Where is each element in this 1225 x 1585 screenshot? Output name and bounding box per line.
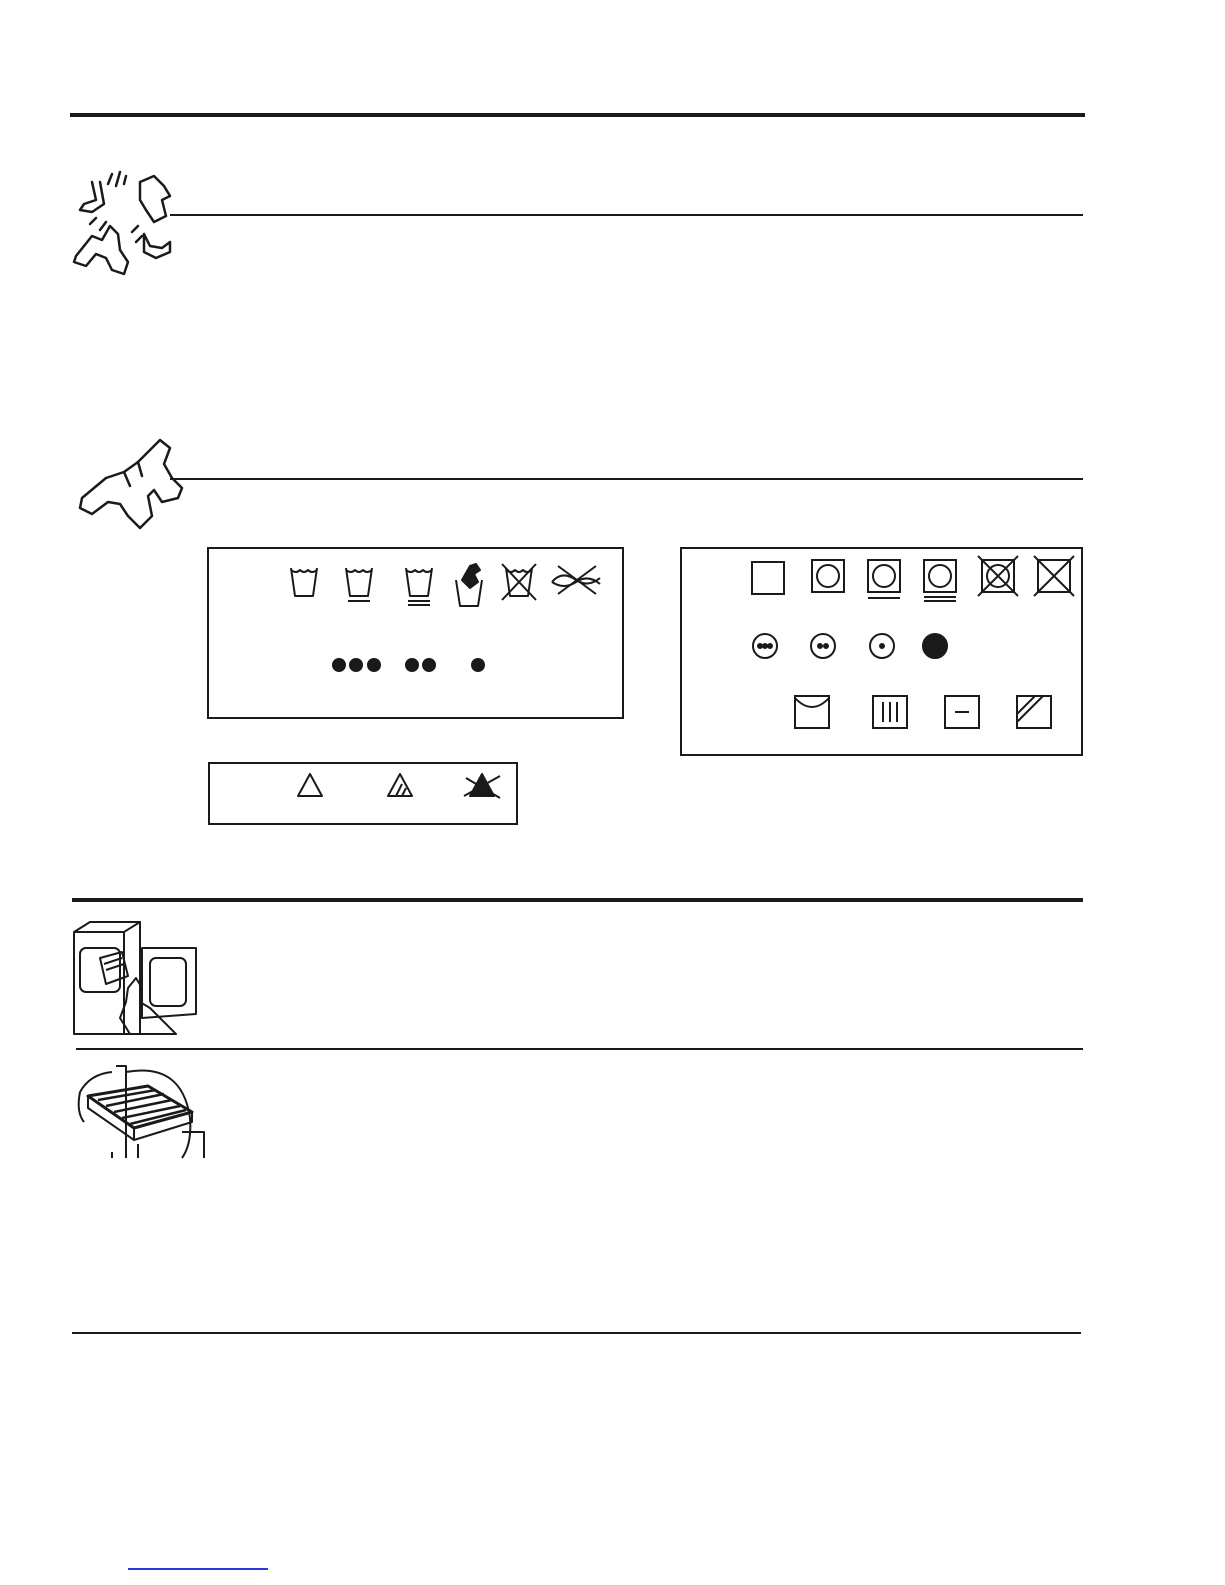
footer-link-underline[interactable] [128, 1568, 268, 1570]
drip-dry-icon [873, 696, 907, 728]
heat-high-icon [753, 634, 777, 658]
top-rule [70, 113, 1085, 117]
line-dry-icon [795, 696, 829, 728]
dot-cold-1 [471, 658, 485, 672]
tumbling-clothes-icon [66, 170, 196, 280]
heat-medium-icon [811, 634, 835, 658]
section-care-labels-rule [170, 478, 1083, 480]
bottom-rule [72, 1332, 1081, 1334]
bleach-any-icon [298, 774, 322, 796]
washing-symbols-row [285, 560, 625, 610]
drying-rack-icon [72, 1062, 204, 1162]
lint-filter-removal-icon [70, 918, 202, 1038]
do-not-tumble-dry-icon [978, 556, 1018, 596]
section-sorting-rule [170, 214, 1083, 216]
shirt-icon [72, 432, 182, 532]
dot-hot-2 [349, 658, 363, 672]
bleach-symbols-row [290, 770, 520, 810]
filled-circle-icon [923, 634, 947, 658]
special-instructions-row [793, 694, 1073, 734]
dot-hot-3 [367, 658, 381, 672]
dry-flat-icon [945, 696, 979, 728]
dot-warm-1 [405, 658, 419, 672]
wash-tub-permanent-press-icon [346, 568, 372, 601]
bleach-non-chlorine-icon [388, 774, 412, 796]
do-not-bleach-icon [464, 774, 500, 798]
heat-low-icon [870, 634, 894, 658]
hand-wash-icon [456, 564, 482, 606]
dot-hot-1 [332, 658, 346, 672]
do-not-dry-icon [1034, 556, 1074, 596]
tumble-dry-normal-icon [812, 560, 844, 592]
drying-rack-section-rule [76, 1048, 1083, 1050]
heat-setting-symbols-row [750, 630, 970, 664]
lint-filter-section-rule [72, 898, 1083, 902]
tumble-dry-permanent-press-icon [868, 560, 900, 598]
tumble-dry-icon [752, 562, 784, 594]
tumble-dry-gentle-icon [924, 560, 956, 601]
do-not-wash-icon [502, 564, 536, 600]
wash-tub-gentle-icon [406, 568, 432, 605]
water-temperature-dots [330, 654, 500, 678]
dry-in-shade-icon [1017, 696, 1051, 728]
do-not-wring-icon [552, 566, 600, 594]
wash-tub-icon [291, 568, 317, 596]
dot-warm-2 [422, 658, 436, 672]
tumble-dry-symbols-row [748, 558, 1088, 614]
